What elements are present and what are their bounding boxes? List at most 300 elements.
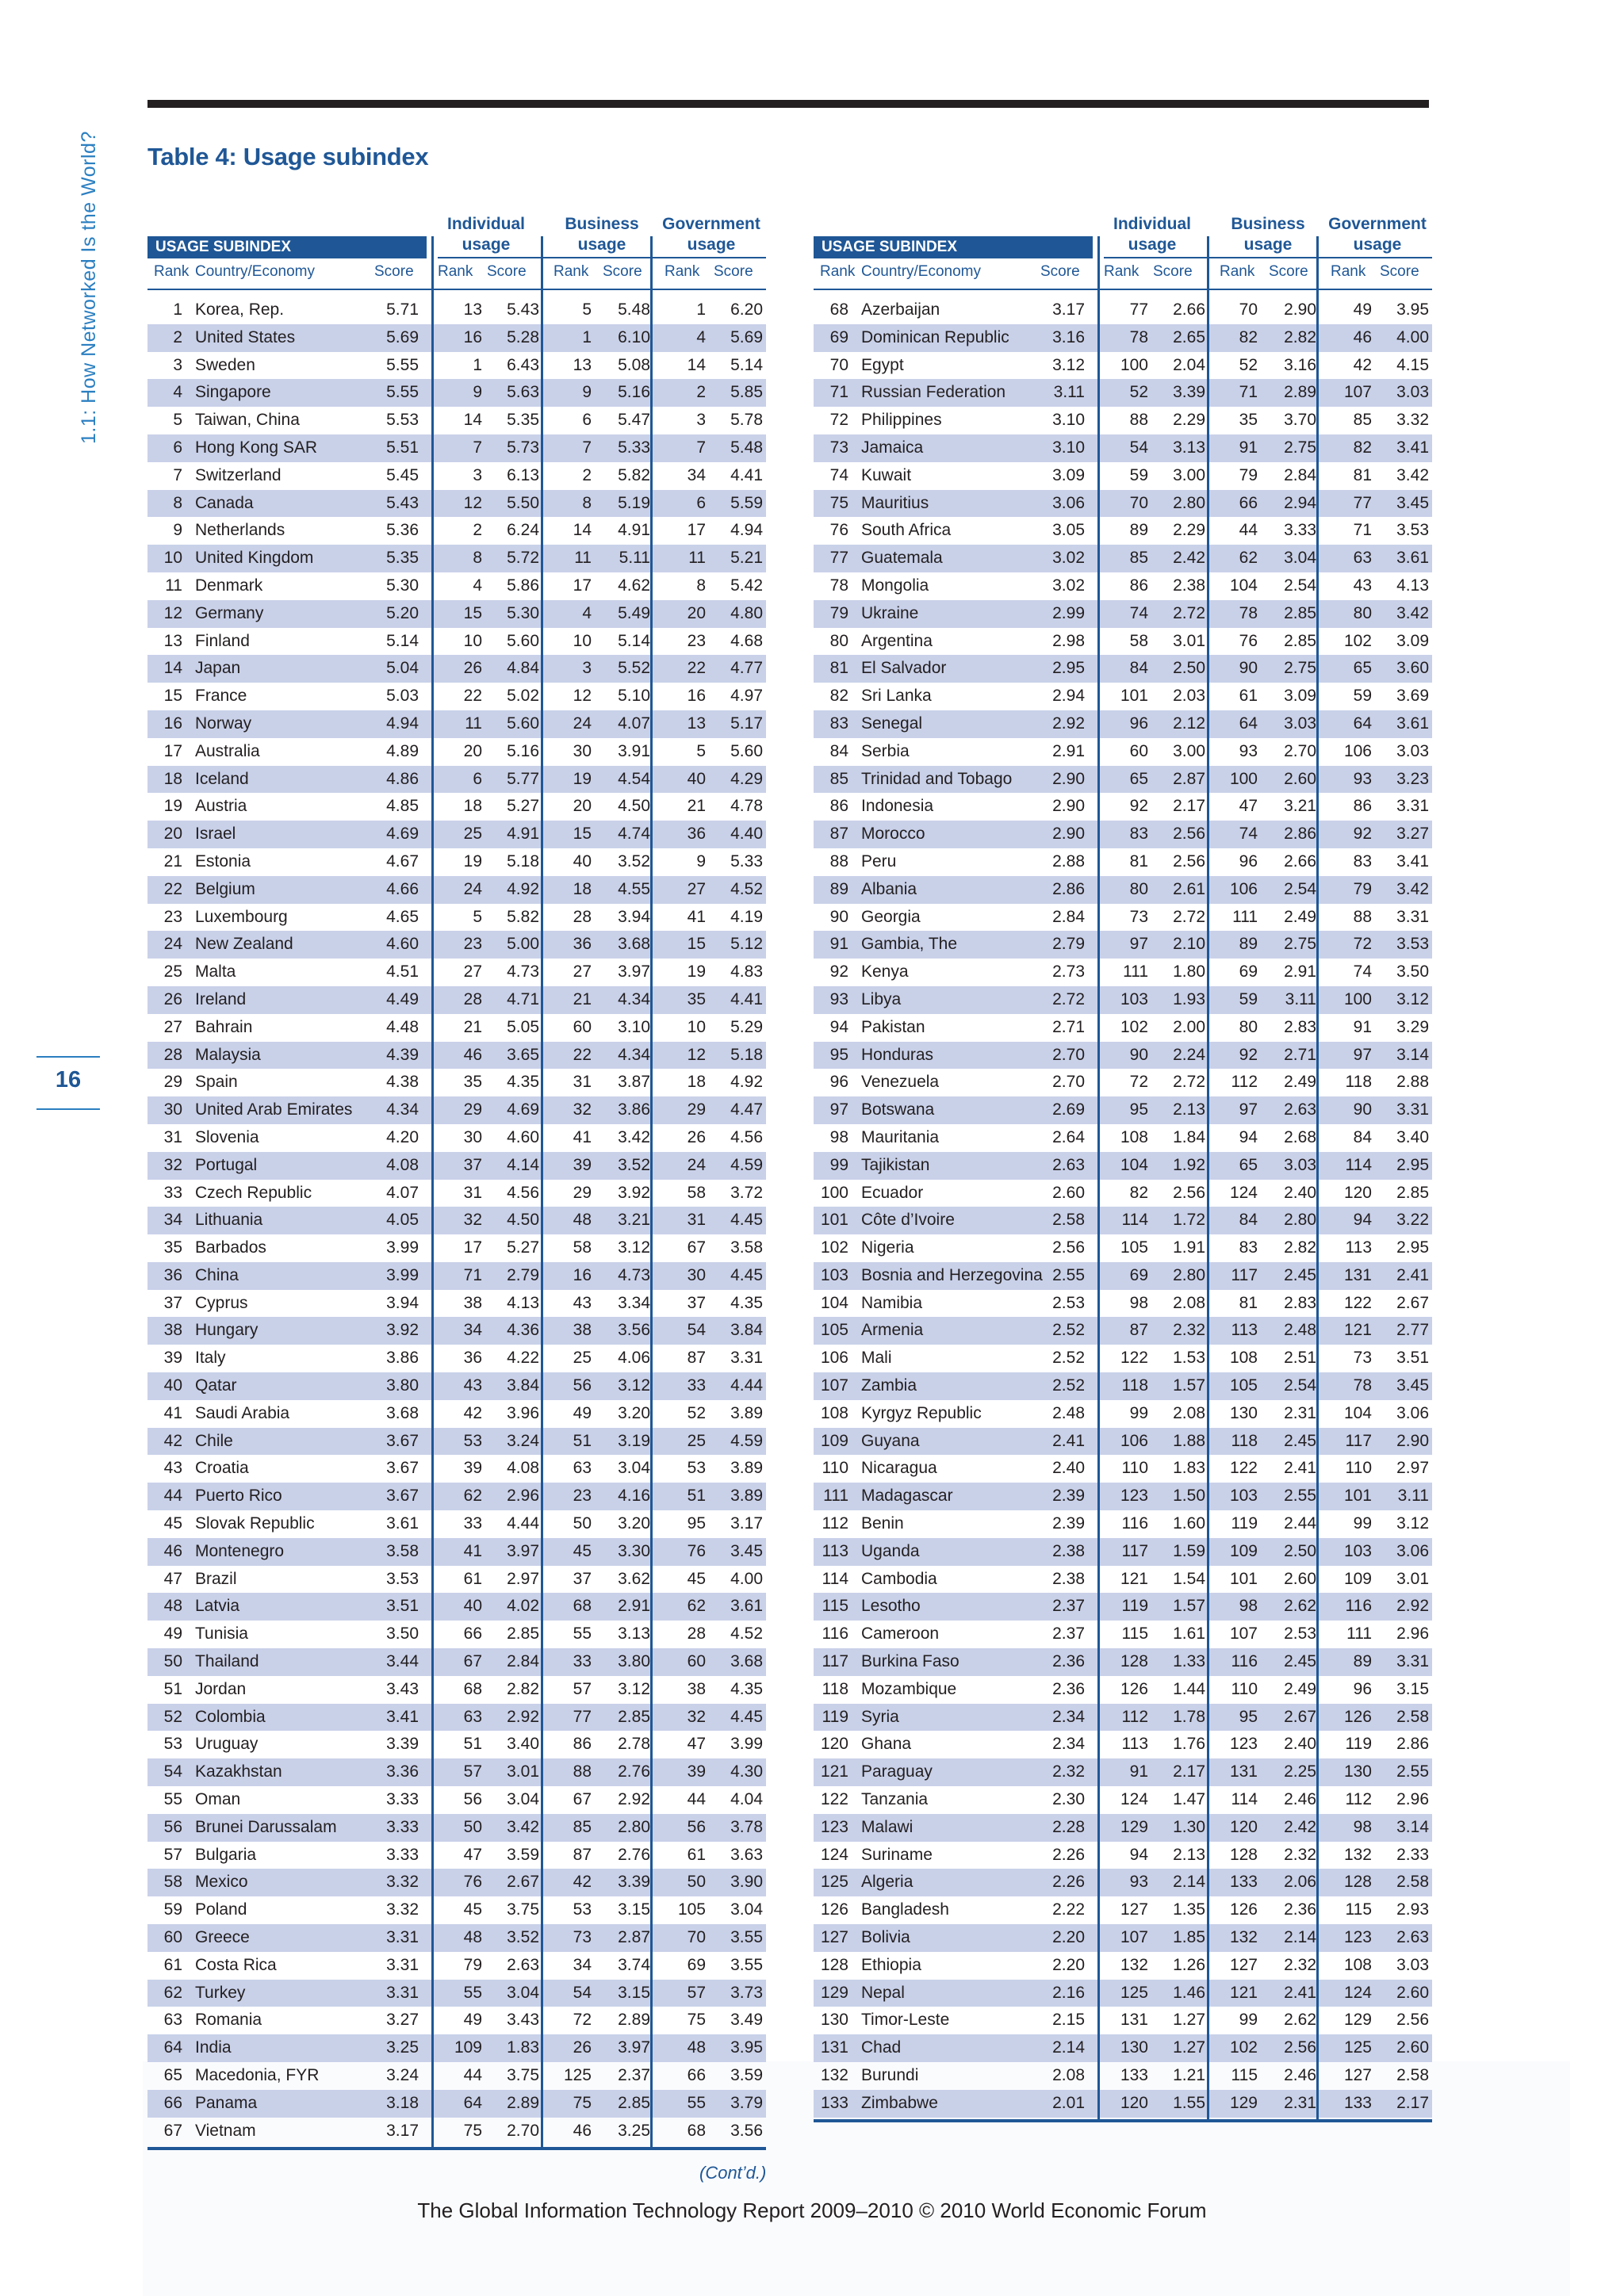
rank-cell: 84 — [829, 741, 848, 760]
column-header-row — [814, 258, 1432, 290]
government-rank-cell: 30 — [687, 1265, 706, 1284]
individual-rank-cell: 1 — [473, 355, 482, 374]
government-score-cell: 3.23 — [1396, 769, 1429, 788]
individual-rank-cell: 131 — [1120, 2011, 1148, 2030]
individual-score-cell: 2.29 — [1173, 411, 1205, 430]
business-score-cell: 3.42 — [618, 1127, 650, 1146]
table-row — [814, 1317, 1432, 1345]
rank-cell: 40 — [163, 1376, 182, 1395]
business-score-cell: 2.50 — [1284, 1541, 1316, 1560]
rank-cell: 90 — [829, 907, 848, 926]
score-cell: 4.86 — [386, 769, 419, 788]
business-rank-cell: 104 — [1229, 576, 1258, 595]
individual-score-cell: 5.73 — [507, 438, 539, 457]
rank-cell: 109 — [820, 1431, 848, 1450]
table-row — [814, 379, 1432, 407]
individual-score-cell: 2.67 — [507, 1873, 539, 1892]
government-rank-cell: 105 — [677, 1900, 706, 1919]
score-cell: 2.98 — [1052, 631, 1085, 650]
business-score-cell: 5.14 — [618, 631, 650, 650]
individual-score-cell: 2.10 — [1173, 935, 1205, 954]
table-row — [814, 407, 1432, 434]
individual-rank-cell: 123 — [1120, 1487, 1148, 1506]
individual-rank-cell: 20 — [463, 741, 482, 760]
individual-rank-cell: 31 — [463, 1183, 482, 1202]
government-score-cell: 2.96 — [1396, 1790, 1429, 1809]
individual-rank-cell: 87 — [1129, 1321, 1148, 1340]
table-row — [814, 1566, 1432, 1594]
individual-rank-cell: 82 — [1129, 1183, 1148, 1202]
individual-rank-cell: 103 — [1120, 989, 1148, 1008]
country-header: Country/Economy — [861, 263, 982, 280]
column-divider — [541, 236, 543, 2147]
business-rank-cell: 97 — [1239, 1100, 1258, 1119]
business-rank-cell: 23 — [573, 1487, 592, 1506]
individual-rank-cell: 67 — [463, 1652, 482, 1671]
government-rank-cell: 61 — [687, 1845, 706, 1864]
country-cell: Ukraine — [861, 603, 919, 622]
government-score-cell: 4.47 — [730, 1100, 763, 1119]
table-row — [147, 959, 766, 986]
score-cell: 3.39 — [386, 1735, 419, 1754]
rank-cell: 57 — [163, 1845, 182, 1864]
country-cell: Panama — [195, 2093, 258, 2112]
rank-cell: 49 — [163, 1624, 182, 1644]
government-rank-cell: 104 — [1343, 1403, 1372, 1422]
table-row — [814, 1262, 1432, 1290]
government-rank-cell: 1 — [696, 300, 706, 319]
score-cell: 2.53 — [1052, 1293, 1085, 1312]
column-divider — [650, 236, 653, 2147]
government-score-cell: 3.84 — [730, 1321, 763, 1340]
government-score-cell: 5.85 — [730, 383, 763, 402]
government-score-cell: 2.95 — [1396, 1238, 1429, 1257]
score-cell: 5.71 — [386, 300, 419, 319]
government-score-cell: 3.45 — [1396, 1376, 1429, 1395]
individual-score-cell: 2.29 — [1173, 521, 1205, 540]
government-score-cell: 3.14 — [1396, 1817, 1429, 1836]
table-row — [147, 1896, 766, 1924]
business-score-cell: 3.25 — [618, 2121, 650, 2140]
table-row — [814, 1180, 1432, 1207]
individual-score-cell: 2.84 — [507, 1652, 539, 1671]
table-row — [814, 2007, 1432, 2034]
table-row — [147, 2007, 766, 2034]
top-rule — [147, 100, 1429, 108]
score-cell: 4.51 — [386, 962, 419, 982]
individual-rank-cell: 99 — [1129, 1403, 1148, 1422]
individual-score-cell: 4.13 — [507, 1293, 539, 1312]
score-cell: 2.48 — [1052, 1403, 1085, 1422]
government-score-cell: 3.63 — [730, 1845, 763, 1864]
government-score-cell: 4.52 — [730, 879, 763, 898]
table-row — [814, 793, 1432, 821]
country-cell: Vietnam — [195, 2121, 256, 2140]
score-cell: 2.63 — [1052, 1155, 1085, 1174]
country-cell: Hong Kong SAR — [195, 438, 318, 457]
table-row — [814, 1345, 1432, 1372]
table-row — [147, 407, 766, 434]
government-score-cell: 2.41 — [1396, 1265, 1429, 1284]
business-score-cell: 2.25 — [1284, 1762, 1316, 1781]
government-rank-cell: 97 — [1353, 1045, 1372, 1064]
rank-cell: 120 — [820, 1735, 848, 1754]
business-rank-header: Rank — [553, 263, 589, 280]
government-score-cell: 3.55 — [730, 1955, 763, 1974]
government-score-cell: 4.30 — [730, 1762, 763, 1781]
individual-score-cell: 2.70 — [507, 2121, 539, 2140]
country-cell: Trinidad and Tobago — [861, 769, 1013, 788]
table-row — [147, 655, 766, 683]
government-score-cell: 3.41 — [1396, 438, 1429, 457]
government-rank-cell: 84 — [1353, 1127, 1372, 1146]
government-score-cell: 3.42 — [1396, 465, 1429, 484]
country-cell: Barbados — [195, 1238, 266, 1257]
table-row — [147, 1428, 766, 1456]
rank-cell: 81 — [829, 659, 848, 678]
country-cell: Costa Rica — [195, 1955, 277, 1974]
table-row — [814, 352, 1432, 380]
rank-cell: 19 — [163, 797, 182, 816]
business-rank-cell: 94 — [1239, 1127, 1258, 1146]
country-cell: Korea, Rep. — [195, 300, 285, 319]
country-cell: Paraguay — [861, 1762, 933, 1781]
government-rank-cell: 103 — [1343, 1541, 1372, 1560]
rank-cell: 85 — [829, 769, 848, 788]
individual-rank-cell: 98 — [1129, 1293, 1148, 1312]
individual-score-cell: 2.00 — [1173, 1017, 1205, 1036]
government-score-cell: 4.35 — [730, 1293, 763, 1312]
business-rank-cell: 65 — [1239, 1155, 1258, 1174]
individual-score-cell: 2.24 — [1173, 1045, 1205, 1064]
government-score-cell: 2.58 — [1396, 1707, 1429, 1726]
individual-rank-cell: 119 — [1121, 1597, 1148, 1616]
business-score-header: Score — [1269, 263, 1308, 280]
government-score-cell: 4.04 — [730, 1790, 763, 1809]
individual-rank-cell: 35 — [463, 1073, 482, 1092]
rank-cell: 63 — [163, 2011, 182, 2030]
business-score-cell: 3.21 — [1284, 797, 1316, 816]
business-rank-cell: 64 — [1239, 714, 1258, 733]
score-cell: 2.70 — [1052, 1045, 1085, 1064]
business-score-cell: 2.45 — [1284, 1431, 1316, 1450]
government-score-cell: 3.68 — [730, 1652, 763, 1671]
government-score-cell: 3.73 — [730, 1983, 763, 2002]
country-cell: Uruguay — [195, 1735, 259, 1754]
rank-cell: 131 — [820, 2038, 848, 2057]
individual-score-cell: 6.13 — [507, 465, 539, 484]
business-rank-cell: 89 — [1239, 935, 1258, 954]
rank-cell: 29 — [163, 1073, 182, 1092]
individual-rank-header: Rank — [1104, 263, 1139, 280]
individual-score-cell: 2.12 — [1173, 714, 1205, 733]
individual-rank-cell: 100 — [1120, 355, 1148, 374]
government-score-cell: 5.59 — [730, 493, 763, 512]
country-cell: Macedonia, FYR — [195, 2066, 320, 2084]
column-divider — [1207, 236, 1209, 2119]
table-row — [814, 931, 1432, 959]
business-rank-cell: 16 — [573, 1265, 592, 1284]
individual-rank-cell: 13 — [463, 300, 482, 319]
country-cell: Cambodia — [861, 1569, 937, 1588]
country-cell: Cyprus — [195, 1293, 248, 1312]
government-usage-header: Government usage — [1328, 215, 1427, 254]
individual-rank-cell: 108 — [1120, 1127, 1148, 1146]
individual-score-cell: 1.85 — [1173, 1928, 1205, 1947]
government-rank-cell: 21 — [687, 797, 706, 816]
score-cell: 4.94 — [386, 714, 419, 733]
government-score-cell: 3.22 — [1396, 1211, 1429, 1230]
score-cell: 3.10 — [1052, 411, 1085, 430]
government-rank-cell: 92 — [1353, 825, 1372, 844]
business-rank-cell: 6 — [582, 411, 592, 430]
individual-rank-cell: 51 — [463, 1735, 482, 1754]
country-cell: Kazakhstan — [195, 1762, 282, 1781]
rank-cell: 61 — [163, 1955, 182, 1974]
business-score-cell: 2.78 — [618, 1735, 650, 1754]
individual-rank-cell: 101 — [1120, 687, 1148, 706]
individual-score-cell: 1.27 — [1173, 2011, 1205, 2030]
table-row — [814, 1483, 1432, 1510]
business-score-cell: 3.92 — [618, 1183, 650, 1202]
government-rank-header: Rank — [665, 263, 700, 280]
business-score-cell: 2.56 — [1284, 2038, 1316, 2057]
rank-cell: 45 — [163, 1514, 182, 1533]
government-score-cell: 3.12 — [1396, 1514, 1429, 1533]
business-score-cell: 5.19 — [618, 493, 650, 512]
table-row — [814, 545, 1432, 572]
score-cell: 3.50 — [386, 1624, 419, 1644]
score-cell: 2.92 — [1052, 714, 1085, 733]
individual-rank-cell: 75 — [463, 2121, 482, 2140]
country-cell: Namibia — [861, 1293, 923, 1312]
score-header: Score — [1040, 263, 1080, 280]
table-row — [814, 1124, 1432, 1152]
table-row — [147, 793, 766, 821]
government-score-cell: 3.95 — [1396, 300, 1429, 319]
score-cell: 2.90 — [1052, 797, 1085, 816]
government-rank-cell: 34 — [687, 465, 706, 484]
government-score-cell: 4.41 — [730, 465, 763, 484]
government-score-cell: 4.40 — [730, 825, 763, 844]
score-cell: 2.36 — [1052, 1652, 1085, 1671]
score-cell: 4.20 — [386, 1127, 419, 1146]
government-rank-cell: 18 — [687, 1073, 706, 1092]
rank-cell: 75 — [829, 493, 848, 512]
score-cell: 2.71 — [1052, 1017, 1085, 1036]
rank-cell: 62 — [163, 1983, 182, 2002]
government-score-cell: 4.78 — [730, 797, 763, 816]
score-cell: 5.51 — [386, 438, 419, 457]
rank-cell: 76 — [829, 521, 848, 540]
individual-rank-cell: 21 — [463, 1017, 482, 1036]
business-rank-cell: 100 — [1229, 769, 1258, 788]
rank-cell: 34 — [163, 1211, 182, 1230]
rank-cell: 30 — [163, 1100, 182, 1119]
business-rank-cell: 57 — [573, 1679, 592, 1698]
score-cell: 2.88 — [1052, 851, 1085, 871]
government-rank-cell: 43 — [1353, 576, 1372, 595]
rank-cell: 121 — [820, 1762, 848, 1781]
table-row — [147, 1180, 766, 1207]
table-row — [147, 1924, 766, 1952]
government-rank-cell: 82 — [1353, 438, 1372, 457]
government-rank-cell: 62 — [687, 1597, 706, 1616]
business-rank-cell: 19 — [573, 769, 592, 788]
business-score-cell: 5.10 — [618, 687, 650, 706]
rank-cell: 132 — [820, 2066, 848, 2084]
business-score-cell: 3.15 — [618, 1900, 650, 1919]
table-row — [814, 1952, 1432, 1980]
individual-rank-cell: 114 — [1121, 1211, 1148, 1230]
country-cell: Germany — [195, 603, 264, 622]
individual-score-cell: 5.60 — [507, 631, 539, 650]
score-cell: 5.14 — [386, 631, 419, 650]
rank-cell: 124 — [820, 1845, 848, 1864]
individual-rank-cell: 48 — [463, 1928, 482, 1947]
business-rank-cell: 84 — [1239, 1211, 1258, 1230]
table-bottom-rule — [814, 2119, 1432, 2122]
page-number-box — [36, 1056, 100, 1110]
individual-score-cell: 1.50 — [1173, 1487, 1205, 1506]
table-row — [147, 517, 766, 545]
business-rank-cell: 79 — [1239, 465, 1258, 484]
business-score-cell: 2.80 — [1284, 1211, 1316, 1230]
individual-score-cell: 2.97 — [507, 1569, 539, 1588]
business-rank-cell: 34 — [573, 1955, 592, 1974]
country-cell: Bahrain — [195, 1017, 253, 1036]
score-cell: 5.53 — [386, 411, 419, 430]
country-cell: United States — [195, 327, 296, 346]
country-cell: Bosnia and Herzegovina — [861, 1265, 1043, 1284]
individual-rank-cell: 94 — [1129, 1845, 1148, 1864]
individual-score-cell: 1.92 — [1173, 1155, 1205, 1174]
business-score-cell: 3.80 — [618, 1652, 650, 1671]
score-cell: 4.07 — [386, 1183, 419, 1202]
individual-score-cell: 4.73 — [507, 962, 539, 982]
business-rank-cell: 105 — [1229, 1376, 1258, 1395]
individual-score-cell: 3.52 — [507, 1928, 539, 1947]
individual-rank-cell: 37 — [463, 1155, 482, 1174]
business-score-cell: 3.74 — [618, 1955, 650, 1974]
government-rank-cell: 121 — [1343, 1321, 1372, 1340]
government-rank-cell: 120 — [1343, 1183, 1372, 1202]
government-score-cell: 2.96 — [1396, 1624, 1429, 1644]
business-score-cell: 2.41 — [1284, 1459, 1316, 1478]
score-cell: 2.90 — [1052, 825, 1085, 844]
table-row — [814, 1786, 1432, 1814]
country-cell: Honduras — [861, 1045, 934, 1064]
business-rank-cell: 80 — [1239, 1017, 1258, 1036]
government-score-cell: 3.42 — [1396, 879, 1429, 898]
country-cell: Spain — [195, 1073, 238, 1092]
individual-score-cell: 1.61 — [1173, 1624, 1205, 1644]
business-score-cell: 2.75 — [1284, 659, 1316, 678]
score-cell: 2.38 — [1052, 1569, 1085, 1588]
table-row — [147, 1676, 766, 1704]
rank-cell: 82 — [829, 687, 848, 706]
business-score-cell: 3.12 — [618, 1679, 650, 1698]
country-cell: Bulgaria — [195, 1845, 257, 1864]
business-rank-cell: 95 — [1239, 1707, 1258, 1726]
government-score-cell: 2.85 — [1396, 1183, 1429, 1202]
table-row — [147, 1014, 766, 1042]
government-score-cell: 3.49 — [730, 2011, 763, 2030]
government-rank-cell: 4 — [696, 327, 706, 346]
individual-rank-cell: 71 — [463, 1265, 482, 1284]
government-rank-cell: 6 — [696, 493, 706, 512]
individual-score-cell: 5.02 — [507, 687, 539, 706]
country-cell: Georgia — [861, 907, 921, 926]
score-cell: 3.92 — [386, 1321, 419, 1340]
business-rank-cell: 108 — [1229, 1349, 1258, 1368]
individual-rank-cell: 62 — [463, 1487, 482, 1506]
individual-score-cell: 5.35 — [507, 411, 539, 430]
individual-rank-cell: 49 — [463, 2011, 482, 2030]
country-cell: Sweden — [195, 355, 255, 374]
individual-score-cell: 2.32 — [1173, 1321, 1205, 1340]
rank-cell: 52 — [163, 1707, 182, 1726]
government-rank-cell: 115 — [1345, 1900, 1372, 1919]
individual-score-cell: 3.13 — [1173, 438, 1205, 457]
score-header: Score — [374, 263, 414, 280]
government-rank-cell: 31 — [687, 1211, 706, 1230]
country-cell: Timor-Leste — [861, 2011, 950, 2030]
business-rank-cell: 112 — [1231, 1073, 1258, 1092]
business-score-cell: 4.73 — [618, 1265, 650, 1284]
rank-cell: 70 — [829, 355, 848, 374]
government-rank-cell: 113 — [1345, 1238, 1372, 1257]
rank-cell: 114 — [822, 1569, 848, 1588]
business-rank-cell: 59 — [1239, 989, 1258, 1008]
business-rank-cell: 49 — [573, 1403, 592, 1422]
score-cell: 2.55 — [1052, 1265, 1085, 1284]
government-score-cell: 3.45 — [1396, 493, 1429, 512]
business-rank-cell: 58 — [573, 1238, 592, 1257]
business-score-cell: 2.85 — [1284, 603, 1316, 622]
country-cell: Slovenia — [195, 1127, 259, 1146]
rank-cell: 60 — [163, 1928, 182, 1947]
business-usage-header: Business usage — [1231, 215, 1305, 254]
rank-cell: 115 — [822, 1597, 848, 1616]
government-rank-cell: 9 — [696, 851, 706, 871]
business-rank-cell: 109 — [1229, 1541, 1258, 1560]
score-cell: 3.67 — [386, 1431, 419, 1450]
business-rank-cell: 115 — [1231, 2066, 1258, 2084]
government-rank-cell: 23 — [687, 631, 706, 650]
government-rank-cell: 90 — [1353, 1100, 1372, 1119]
score-cell: 2.37 — [1052, 1624, 1085, 1644]
government-score-cell: 5.17 — [730, 714, 763, 733]
country-cell: Singapore — [195, 383, 271, 402]
individual-rank-cell: 111 — [1123, 962, 1148, 982]
business-rank-cell: 73 — [573, 1928, 592, 1947]
business-rank-cell: 4 — [582, 603, 592, 622]
individual-score-cell: 1.53 — [1173, 1349, 1205, 1368]
table-row — [814, 2062, 1432, 2090]
individual-score-cell: 3.40 — [507, 1735, 539, 1754]
rank-cell: 9 — [173, 521, 182, 540]
government-rank-cell: 88 — [1353, 907, 1372, 926]
business-score-cell: 2.85 — [618, 1707, 650, 1726]
rank-cell: 55 — [163, 1790, 182, 1809]
score-cell: 3.18 — [386, 2093, 419, 2112]
table-row — [814, 1814, 1432, 1842]
government-rank-cell: 12 — [687, 1045, 706, 1064]
individual-score-cell: 2.65 — [1173, 327, 1205, 346]
business-rank-cell: 1 — [582, 327, 592, 346]
country-cell: Iceland — [195, 769, 249, 788]
